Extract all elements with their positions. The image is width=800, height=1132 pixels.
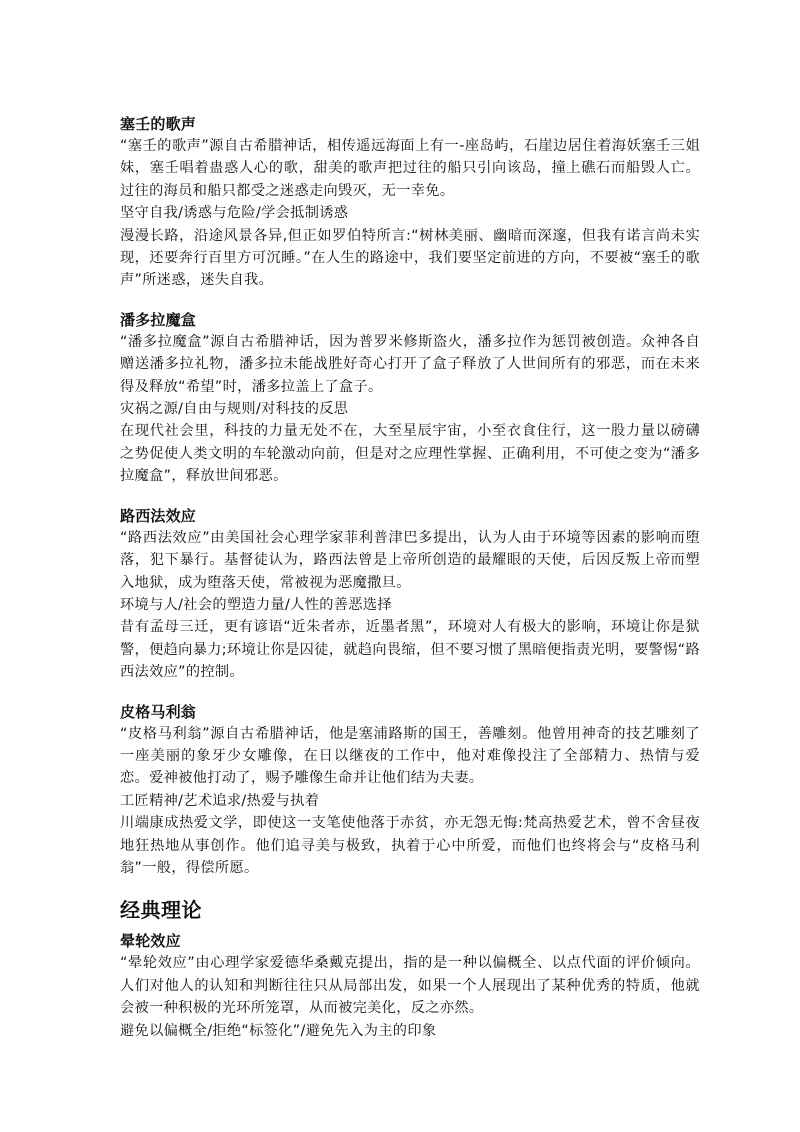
- section-analysis: 漫漫长路，沿途风景各异,但正如罗伯特所言:“树林美丽、幽暗而深邃，但我有诺言尚未实现，还要奔行百里方可沉睡。”在人生的路途中，我们要坚定前进的方向，不要被“塞壬的歌声”所迷惑，迷失自我。: [120, 227, 700, 289]
- section-lucifer-effect: [120, 505, 700, 684]
- section-classic-theory: [120, 896, 700, 1042]
- section-analysis: 昔有孟母三迁，更有谚语“近朱者赤，近墨者黑”，环境对人有极大的影响，环境让你是狱警，便趋向暴力;环境让你是囚徒，就趋向畏缩，但不要习惯了黑暗便指责光明，要警惕“路西法效应”的控制。: [120, 619, 700, 681]
- section-heading: 路西法效应: [120, 506, 197, 525]
- section-intro: “潘多拉魔盒”源自古希腊神话，因为普罗米修斯盗火，潘多拉作为惩罚被创造。众神各自赠送潘多拉礼物，潘多拉未能战胜好奇心打开了盒子释放了人世间所有的邪恶，而在未来得及释放“希望”时，潘多拉盖上了盒子。: [120, 333, 700, 395]
- section-intro: “晕轮效应”由心理学家爱德华桑戴克提出，指的是一种以偏概全、以点代面的评价倾向。人们对他人的认知和判断往往只从局部出发，如果一个人展现出了某种优秀的特质，他就会被一种积极的光环所笼罩，从而被完美化，反之亦然。: [120, 955, 700, 1017]
- chapter-title: 经典理论: [120, 898, 202, 923]
- section-pandoras-box: [120, 309, 700, 488]
- section-heading: 塞壬的歌声: [120, 115, 197, 133]
- section-heading: 潘多拉魔盒: [120, 310, 197, 329]
- section-tags: 避免以偏概全/拒绝“标签化”/避免先入为主的印象: [120, 1022, 437, 1039]
- section-tags: 灾祸之源/自由与规则/对科技的反思: [120, 401, 349, 418]
- section-pygmalion: [120, 701, 700, 880]
- section-sirens-song: [120, 113, 700, 292]
- section-tags: 工匠精神/艺术追求/热爱与执着: [120, 792, 320, 809]
- section-tags: 坚守自我/诱惑与危险/学会抵制诱惑: [120, 205, 349, 222]
- section-analysis: 川端康成热爱文学，即使这一支笔使他落于赤贫，亦无怨无悔:梵高热爱艺术，曾不舍昼夜地狂热地从事创作。他们追寻美与极致，执着于心中所爱，而他们也终将会与“皮格马利翁”一般，得偿所愿。: [120, 815, 700, 876]
- section-heading: 晕轮效应: [120, 932, 181, 951]
- section-intro: “皮格马利翁”源自古希腊神话，他是塞浦路斯的国王，善雕刻。他曾用神奇的技艺雕刻了一座美丽的象牙少女雕像，在日以继夜的工作中，他对难像投注了全部精力、热情与爱恋。爱神被他打动了，赐予雕像生命并让他们结为夫妻。: [120, 725, 700, 787]
- section-tags: 环境与人/社会的塑造力量/人性的善恶选择: [120, 596, 392, 613]
- section-analysis: 在现代社会里，科技的力量无处不在，大至星辰宇宙，小至衣食住行，这一股力量以磅礴之势促使人类文明的车轮激动向前，但是对之应理性掌握、正确利用，不可使之变为“潘多拉魔盒”，释放世间邪恶。: [120, 423, 700, 485]
- section-heading: 皮格马利翁: [120, 702, 197, 721]
- section-intro: “塞壬的歌声”源自古希腊神话，相传遥远海面上有一-座岛屿，石崖边居住着海妖塞壬三姐妹，塞壬唱着蛊惑人心的歌，甜美的歌声把过往的船只引向该岛，撞上礁石而船毁人亡。过往的海员和船只都受之迷惑走向毁灭，无一幸免。: [120, 138, 700, 199]
- section-intro: “路西法效应”由美国社会心理学家菲利普津巴多提出，认为人由于环境等因素的影响而堕落，犯下暴行。基督徒认为，路西法曾是上帝所创造的最耀眼的天使，后因反叛上帝而塑入地狱，成为堕落天使，常被视为恶魔撒旦。: [120, 529, 700, 591]
